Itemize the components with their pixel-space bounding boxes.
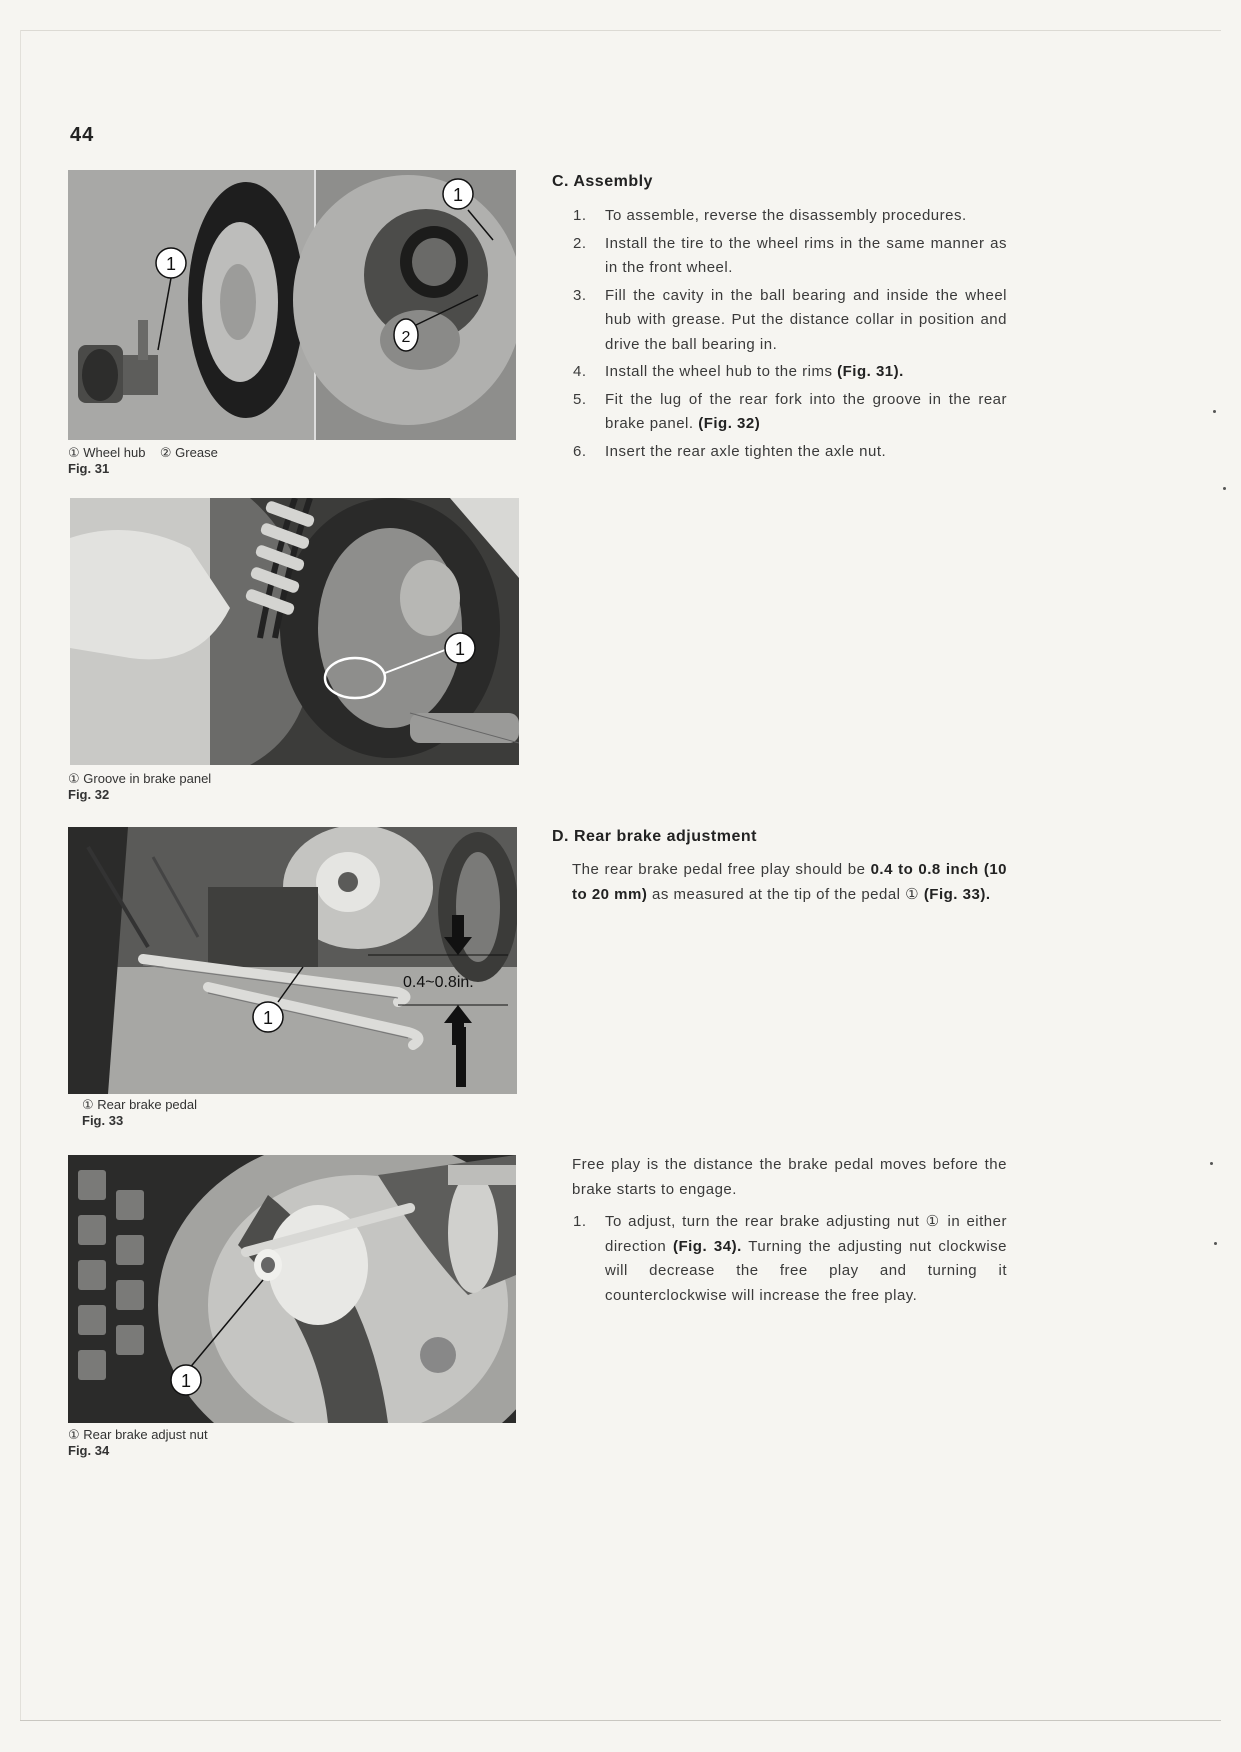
section-c-title: C. Assembly (552, 173, 653, 190)
step-number: 6. (573, 442, 587, 460)
scan-speck (1210, 1162, 1213, 1165)
fig34-photo (68, 1155, 516, 1423)
section-d-text-post: as measured at the tip of the pedal ① (652, 885, 920, 903)
section-d-paragraph (572, 858, 1007, 907)
step-d-1 (567, 1210, 1007, 1308)
section-c-steps (567, 204, 1007, 467)
fig31-illustration (68, 170, 516, 440)
fig31-marker-grease: 2 (401, 329, 411, 346)
step-c-2 (567, 232, 1007, 281)
fig33-callouts (82, 1097, 197, 1113)
page-edge-bottom (20, 1720, 1221, 1721)
fig32-callouts (68, 771, 211, 787)
fig31-marker-wheel-hub: 1 (165, 254, 177, 274)
step-number: 5. (573, 390, 587, 408)
step-c-6 (567, 440, 1007, 465)
step-text-after: Turning the adjusting nut clockwise will decrease the free play and turning it counterclockwise will increase the free play. (605, 1237, 1008, 1304)
fig34-marker-adjust-nut: 1 (180, 1371, 192, 1391)
fig32-caption (68, 771, 211, 803)
fig31-callout-2-text: Grease (175, 445, 218, 460)
fig32-illustration (70, 498, 519, 765)
fig33-photo (68, 827, 517, 1094)
fig33-dimension-label: 0.4~0.8in. (403, 974, 474, 991)
fig32-callout-1-num: ① (68, 771, 80, 786)
step-c-4 (567, 360, 1007, 385)
page-edge-left (20, 30, 21, 1720)
fig34-caption (68, 1427, 208, 1459)
step-c-5 (567, 388, 1007, 437)
fig31-label: Fig. 31 (68, 461, 110, 476)
step-text: Fill the cavity in the ball bearing and inside the wheel hub with grease. Put the distance collar in position and drive the ball bearing in. (605, 286, 1007, 353)
fig31-callout-1-num: ① (68, 445, 80, 460)
page-edge-top (20, 30, 1221, 31)
fig33-illustration (68, 827, 517, 1094)
fig33-callout-1-num: ① (82, 1097, 94, 1112)
step-c-3 (567, 284, 1007, 358)
step-text: Insert the rear axle tighten the axle nut. (605, 442, 887, 460)
fig32-callout-1-text: Groove in brake panel (83, 771, 212, 786)
step-text: To adjust, turn the rear brake adjusting nut ① in either direction (605, 1213, 1007, 1255)
fig31-callouts (68, 445, 218, 461)
fig34-reference: (Fig. 34). (672, 1237, 742, 1255)
fig32-marker-groove: 1 (454, 639, 466, 659)
fig34-callout-1-num: ① (68, 1427, 80, 1442)
fig33-callout-1-text: Rear brake pedal (97, 1097, 198, 1112)
scan-speck (1214, 1242, 1217, 1245)
step-number: 3. (573, 286, 587, 304)
scan-speck (1223, 487, 1226, 490)
step-c-1 (567, 204, 1007, 229)
fig31-reference: (Fig. 31). (837, 363, 904, 380)
step-text: Fit the lug of the rear fork into the groove in the rear brake panel. (605, 390, 1007, 432)
section-d-text-pre: The rear brake pedal free play should be (572, 861, 866, 878)
fig34-callout-1-text: Rear brake adjust nut (83, 1427, 208, 1442)
step-number: 1. (573, 1213, 587, 1230)
fig31-photo (68, 170, 516, 440)
fig31-marker-hub: 1 (452, 185, 464, 205)
fig32-photo (70, 498, 519, 765)
fig31-callout-2-num: ② (159, 445, 172, 460)
fig33-marker-pedal: 1 (262, 1008, 274, 1028)
fig33-reference: (Fig. 33). (923, 885, 991, 903)
fig34-illustration (68, 1155, 516, 1423)
step-text: Install the wheel hub to the rims (605, 363, 833, 380)
step-number: 4. (573, 363, 587, 380)
fig33-label: Fig. 33 (82, 1113, 124, 1128)
free-play-definition: Free play is the distance the brake pedal moves before the brake starts to engage. (572, 1156, 1007, 1198)
fig31-callout-1-text: Wheel hub (83, 445, 146, 460)
scan-speck (1213, 410, 1216, 413)
fig31-caption (68, 445, 218, 477)
fig34-callouts (68, 1427, 208, 1443)
step-number: 2. (573, 234, 587, 252)
fig34-label: Fig. 34 (68, 1443, 110, 1458)
page-number: 44 (70, 124, 95, 146)
section-d-title: D. Rear brake adjustment (552, 828, 757, 845)
fig32-reference: (Fig. 32) (698, 415, 761, 432)
step-text: Install the tire to the wheel rims in the same manner as in the front wheel. (605, 234, 1007, 276)
section-d-steps (567, 1210, 1007, 1311)
free-play-spec: 0.4 to 0.8 inch (10 to 20 mm) (572, 861, 1008, 903)
step-text: To assemble, reverse the disassembly procedures. (605, 207, 967, 224)
fig32-label: Fig. 32 (68, 787, 110, 802)
fig33-caption (82, 1097, 197, 1129)
step-number: 1. (573, 207, 587, 224)
